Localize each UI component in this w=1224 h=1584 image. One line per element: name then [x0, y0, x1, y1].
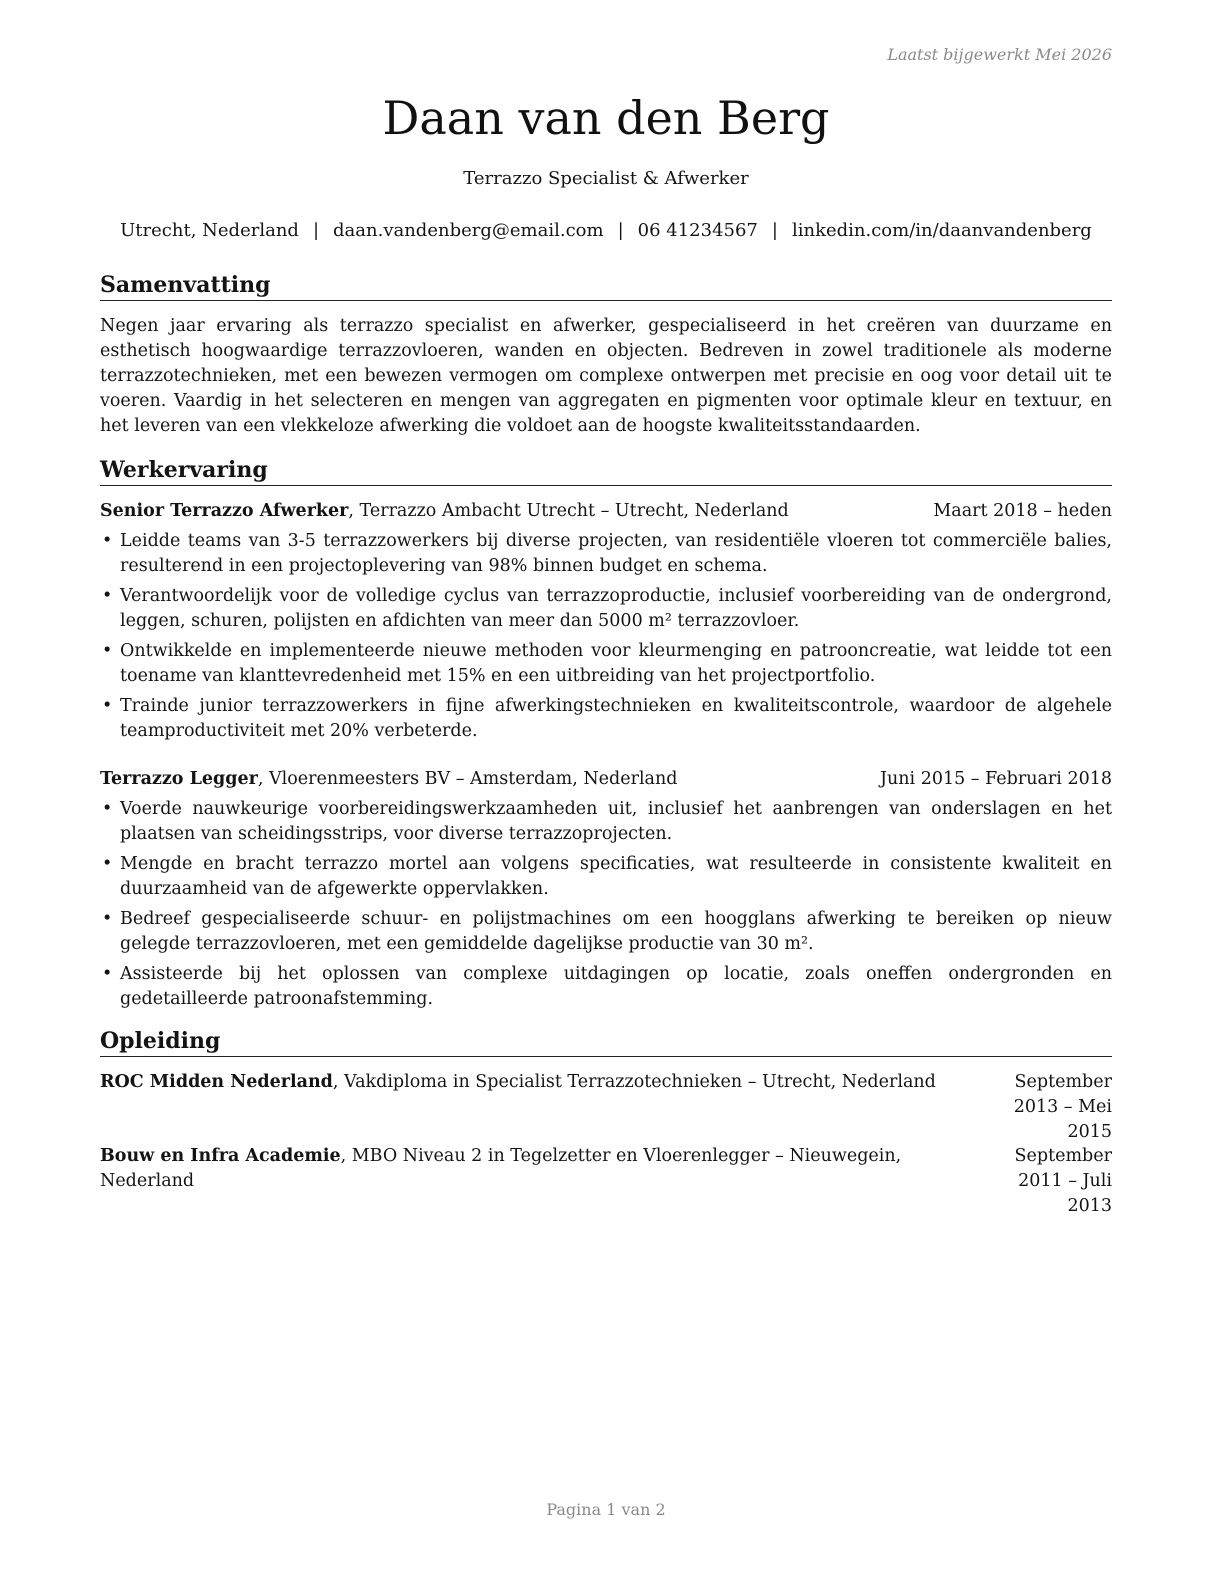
candidate-headline: Terrazzo Specialist & Afwerker [463, 168, 749, 189]
list-item [100, 907, 1112, 957]
bullet-text: Leidde teams van 3-5 terrazzowerkers bij diverse projecten, van residentiële vloeren tot commerciële balies, resulterend in een projectoplevering van 98% binnen budget en schema. [120, 531, 1112, 576]
contact-line [100, 219, 1112, 243]
education-dates: September 2013 – Mei 2015 [1013, 1072, 1112, 1142]
summary-text: Negen jaar ervaring als terrazzo specialist en afwerker, gespecialiseerd in het creëren van duurzame en esthetisch hoogwaardige terrazzovloeren, wanden en objecten. Bedreven in zowel traditionele als moderne terrazzotechnieken, met een bewezen vermogen om complexe ontwerpen met precisie en oog voor detail uit te voeren. Vaardig in het selecteren en mengen van aggregaten en pigmenten voor optimale kleur en textuur, en het leveren van een vlekkeloze afwerking die voldoet aan de hoogste kwaliteitsstandaarden. [100, 316, 1112, 436]
list-item [100, 962, 1112, 1012]
resume-page [100, 0, 1112, 1584]
list-item [100, 852, 1112, 902]
contact-separator: | [771, 220, 778, 241]
education-entry [100, 1070, 1112, 1145]
bullet-text: Mengde en bracht terrazzo mortel aan volgens specificaties, wat resulteerde in consistente kwaliteit en duurzaamheid van de afgewerkte oppervlakken. [120, 854, 1112, 899]
bullet-text: Verantwoordelijk voor de volledige cyclus van terrazzoproductie, inclusief voorbereiding van de ondergrond, leggen, schuren, polijsten en afdichten van meer dan 5000 m² terrazzovloer. [120, 586, 1112, 631]
job-header [100, 767, 1112, 792]
job-company: , Vloerenmeesters BV – Amsterdam, Nederland [257, 769, 678, 789]
list-item [100, 639, 1112, 689]
bullet-text: Voerde nauwkeurige voorbereidingswerkzaamheden uit, inclusief het aanbrengen van onderslagen en het plaatsen van scheidingsstrips, voor diverse terrazzoprojecten. [120, 799, 1112, 844]
bullet-icon: • [102, 799, 113, 819]
section-title-experience: Werkervaring [100, 456, 1112, 486]
job-dates: Maart 2018 – heden [933, 501, 1112, 521]
bullet-icon: • [102, 531, 113, 551]
education-detail [100, 1070, 976, 1145]
education-dates: September 2011 – Juli 2013 [1014, 1146, 1112, 1216]
page-number: Pagina 1 van 2 [546, 1500, 666, 1519]
bullet-icon: • [102, 586, 113, 606]
contact-separator: | [617, 220, 624, 241]
bullet-icon: • [102, 854, 113, 874]
bullet-text: Trainde junior terrazzowerkers in fijne afwerkingstechnieken en kwaliteitscontrole, waardoor de algehele teamproductiviteit met 20% verbeterde. [120, 696, 1112, 741]
education-program: , MBO Niveau 2 in Tegelzetter en Vloerenlegger – Nieuwegein, Nederland [100, 1146, 902, 1191]
bullet-icon: • [102, 909, 113, 929]
last-updated: Laatst bijgewerkt Mei 2026 [887, 45, 1112, 64]
list-item [100, 797, 1112, 847]
job-header [100, 499, 1112, 524]
bullet-text: Ontwikkelde en implementeerde nieuwe methoden voor kleurmenging en patrooncreatie, wat leidde tot een toename van klanttevredenheid met 15% en een uitbreiding van het projectportfolio. [120, 641, 1112, 686]
job-dates: Juni 2015 – Februari 2018 [879, 769, 1112, 789]
bullet-icon: • [102, 696, 113, 716]
bullet-icon: • [102, 964, 113, 984]
job-role: Senior Terrazzo Afwerker [100, 501, 349, 521]
job-company: , Terrazzo Ambacht Utrecht – Utrecht, Nederland [348, 501, 789, 521]
bullet-text: Bedreef gespecialiseerde schuur- en polijstmachines om een hoogglans afwerking te bereiken op nieuw gelegde terrazzovloeren, met een gemiddelde dagelijkse productie van 30 m². [120, 909, 1112, 954]
education-entry [100, 1144, 1112, 1219]
section-title-education: Opleiding [100, 1027, 1112, 1057]
section-title-summary: Samenvatting [100, 271, 1112, 301]
contact-phone[interactable]: 06 41234567 [637, 220, 758, 241]
bullet-icon: • [102, 641, 113, 661]
job-bullets [100, 797, 1112, 1017]
list-item [100, 529, 1112, 579]
list-item [100, 694, 1112, 744]
list-item [100, 584, 1112, 634]
job-bullets [100, 529, 1112, 749]
contact-linkedin[interactable]: linkedin.com/in/daanvandenberg [791, 220, 1092, 241]
education-detail [100, 1144, 976, 1219]
education-program: , Vakdiploma in Specialist Terrazzotechnieken – Utrecht, Nederland [332, 1072, 936, 1092]
bullet-text: Assisteerde bij het oplossen van complexe uitdagingen op locatie, zoals oneffen ondergronden en gedetailleerde patroonafstemming. [120, 964, 1112, 1009]
job-role: Terrazzo Legger [100, 769, 258, 789]
contact-location: Utrecht, Nederland [120, 220, 299, 241]
candidate-name: Daan van den Berg [382, 91, 830, 145]
contact-email[interactable]: daan.vandenberg@email.com [333, 220, 604, 241]
contact-separator: | [312, 220, 320, 241]
education-school: ROC Midden Nederland [100, 1072, 333, 1092]
education-school: Bouw en Infra Academie [100, 1146, 341, 1166]
